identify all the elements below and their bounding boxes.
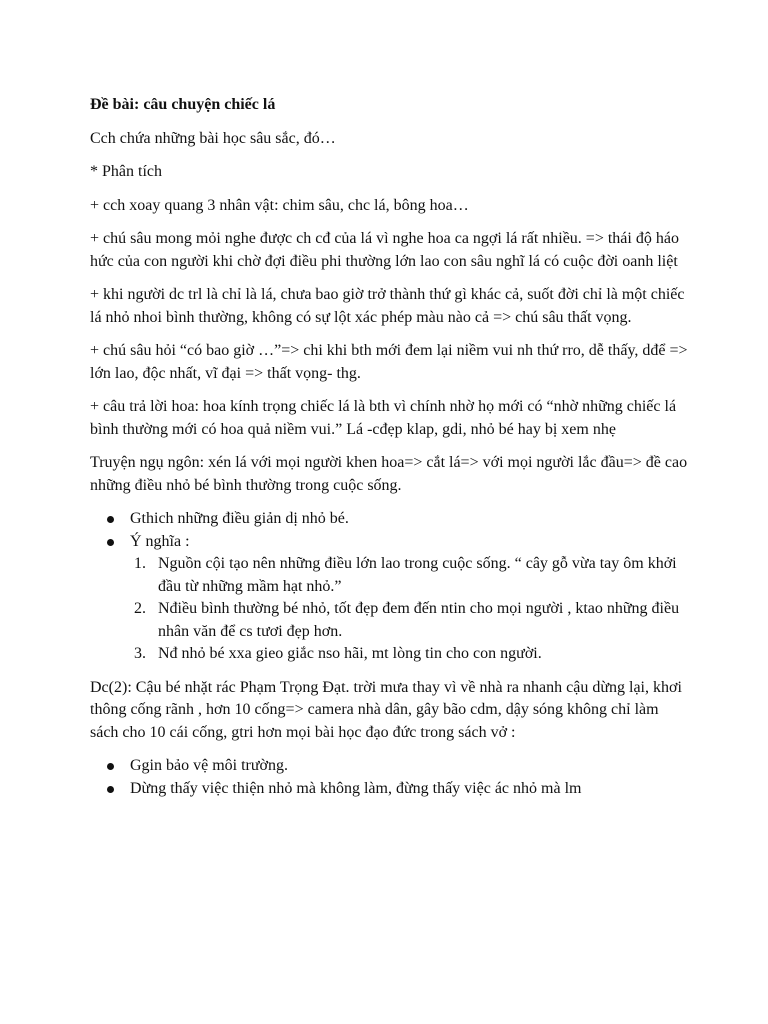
analysis-heading: * Phân tích [90,163,162,180]
numbered-item-marker: 1. [134,555,146,572]
list-item [130,778,690,801]
list-item [130,508,690,531]
bullet-dot-icon [107,539,114,546]
paragraph-leaf-answer: + khi người dc trl là chỉ là lá, chưa bao giờ trở thành thứ gì khác cả, suốt đời chỉ là một chiếc lá nhỏ nhoi bình thường, không có sự lột xác phép màu nào cả => chú sâu thất vọng. [90,286,685,326]
list-item [130,531,690,666]
bullet-dot-icon [107,763,114,770]
document-page [90,94,690,811]
bullet-list-meaning [90,508,690,666]
numbered-item [134,553,690,598]
bullet-list-lessons [90,755,690,800]
list-item [130,755,690,778]
intro-paragraph: Cch chứa những bài học sâu sắc, đó… [90,129,336,147]
paragraph-flower-answer: + câu trả lời hoa: hoa kính trọng chiếc lá là bth vì chính nhờ họ mới có “nhờ những chiếc lá bình thường mới có hoa quả niềm vui.” Lá -cđẹp klap, gdi, nhỏ bé hay bị xem nhẹ [90,398,677,438]
numbered-item [134,598,690,643]
numbered-item-text: Nđ nhỏ bé xxa gieo giắc nso hãi, mt lòng tin cho con người. [158,645,542,662]
paragraph-caterpillar-question: + chú sâu hỏi “có bao giờ …”=> chi khi bth mới đem lại niềm vui nh thứ rro, dễ thấy, dđể => lớn lao, độc nhất, vĩ đại => thất vọng- thg. [90,342,688,382]
paragraph-example-2: Dc(2): Cậu bé nhặt rác Phạm Trọng Đạt. trời mưa thay vì về nhà ra nhanh cậu dừng lại, khơi thông cống rãnh , hơn 10 cống=> camera nhà dân, gây bão cdm, dậy sóng không chỉ làm sách cho 10 cái cống, gtri hơn mọi bài học đạo đức trong sách vở : [90,678,682,741]
paragraph-caterpillar-hope: + chú sâu mong mỏi nghe được ch cđ của lá vì nghe hoa ca ngợi lá rất nhiều. => thái độ háo hức của con người khi chờ đợi điều phi thường lớn lao con sâu nghĩ lá có cuộc đời oanh liệt [90,230,679,270]
list-item-text: Dừng thấy việc thiện nhỏ mà không làm, đừng thấy việc ác nhỏ mà lm [130,779,582,797]
list-item-text: Gthich những điều giản dị nhỏ bé. [130,510,349,527]
bullet-dot-icon [107,786,114,793]
document-title: Đề bài: câu chuyện chiếc lá [90,96,276,113]
list-item-text: Ý nghĩa : [130,532,190,550]
paragraph-fable: Truyện ngụ ngôn: xén lá với mọi người khen hoa=> cắt lá=> với mọi người lắc đầu=> đề cao những điều nhỏ bé bình thường trong cuộc sống. [90,454,688,494]
numbered-item-text: Nguồn cội tạo nên những điều lớn lao trong cuộc sống. “ cây gỗ vừa tay ôm khởi đầu từ những mầm hạt nhỏ.” [158,555,677,595]
numbered-list [130,553,690,666]
numbered-item-text: Nđiều bình thường bé nhỏ, tốt đẹp đem đến ntin cho mọi người , ktao những điều nhân văn để cs tươi đẹp hơn. [158,600,680,640]
numbered-item-marker: 3. [134,645,146,662]
numbered-item [134,643,690,666]
list-item-text: Ggin bảo vệ môi trường. [130,757,288,774]
paragraph-characters: + cch xoay quang 3 nhân vật: chim sâu, chc lá, bông hoa… [90,196,469,214]
bullet-dot-icon [107,516,114,523]
numbered-item-marker: 2. [134,600,146,617]
